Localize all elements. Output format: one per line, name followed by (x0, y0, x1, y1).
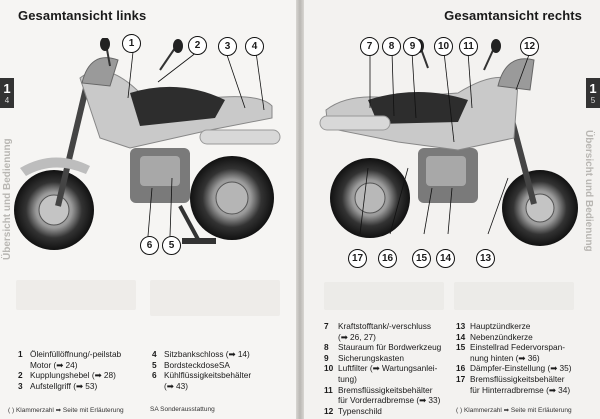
right-page (304, 0, 600, 419)
footnote-optional-equipment: SA Sonderausstattung (150, 406, 215, 413)
legend-item: 14 Nebenzündkerze (456, 331, 533, 342)
legend-item: 2 Kupplungshebel (➡ 28) (18, 370, 116, 381)
legend-item: 9 Sicherungskasten (324, 352, 404, 363)
callout-1: 1 (122, 34, 141, 53)
book-gutter (296, 0, 304, 419)
bleed-through-text (324, 282, 444, 310)
chapter-number: 1 (589, 81, 597, 96)
motorcycle-left-view-image (10, 38, 290, 258)
legend-item: 4 Sitzbankschloss (➡ 14) (152, 349, 250, 359)
legend-item: 13 Hauptzündkerze (456, 321, 531, 331)
callout-5: 5 (162, 236, 181, 255)
legend-right-col1 (324, 321, 456, 416)
bleed-through-text (454, 282, 574, 310)
callout-16: 16 (378, 249, 397, 268)
bleed-through-text (150, 280, 280, 316)
legend-item: 3 Aufstellgriff (➡ 53) (18, 380, 98, 391)
bleed-through-text (16, 280, 136, 310)
callout-17: 17 (348, 249, 367, 268)
footnote-page-reference: ( ) Klammerzahl ➡ Seite mit Erläuterung (456, 407, 572, 414)
side-section-label: Übersicht und Bedienung (583, 130, 594, 252)
page-number: 5 (590, 96, 596, 105)
chapter-tab-right (586, 78, 600, 108)
callout-6: 6 (140, 236, 159, 255)
right-page-title: Gesamtansicht rechts (444, 8, 582, 23)
legend-item: 11 Bremsflüssigkeitsbehälter für Vorderradbremse (➡ 33) (324, 384, 441, 406)
legend-right-col2 (456, 321, 596, 395)
footnote-page-reference: ( ) Klammerzahl ➡ Seite mit Erläuterung (8, 407, 124, 414)
callout-10: 10 (434, 37, 453, 56)
legend-item: 6 Kühlflüssigkeitsbehälter (➡ 43) (152, 370, 252, 391)
legend-item: 17 Bremsflüssigkeitsbehälter für Hinterradbremse (➡ 34) (456, 373, 571, 395)
side-section-label: Übersicht und Bedienung (2, 138, 13, 260)
legend-item: 7 Kraftstofftank/-verschluss (➡ 26, 27) (324, 321, 431, 342)
callout-3: 3 (218, 37, 237, 56)
legend-item: 15 Einstellrad Federvorspan- nung hinten (➡ 36) (456, 342, 565, 363)
callout-7: 7 (360, 37, 379, 56)
legend-item: 5 BordsteckdoseSA (152, 359, 230, 370)
callout-12: 12 (520, 37, 539, 56)
chapter-number: 1 (3, 81, 11, 96)
callout-2: 2 (188, 36, 207, 55)
callout-15: 15 (412, 249, 431, 268)
callout-11: 11 (459, 37, 478, 56)
legend-item: 12 Typenschild (324, 405, 382, 416)
callout-13: 13 (476, 249, 495, 268)
callout-4: 4 (245, 37, 264, 56)
callout-9: 9 (403, 37, 422, 56)
legend-item: 1 Öleinfüllöffnung/-peilstab Motor (➡ 24) (18, 349, 122, 370)
legend-left-col1 (18, 349, 144, 391)
callout-14: 14 (436, 249, 455, 268)
left-page-title: Gesamtansicht links (18, 8, 147, 23)
callout-8: 8 (382, 37, 401, 56)
legend-item: 16 Dämpfer-Einstellung (➡ 35) (456, 363, 572, 374)
page-number: 4 (4, 96, 10, 105)
legend-item: 8 Stauraum für Bordwerkzeug (324, 342, 442, 353)
motorcycle-right-view-image (308, 38, 584, 258)
left-page (0, 0, 296, 419)
legend-left-col2 (152, 349, 292, 391)
legend-item: 10 Luftfilter (➡ Wartungsanlei- tung) (324, 363, 438, 384)
